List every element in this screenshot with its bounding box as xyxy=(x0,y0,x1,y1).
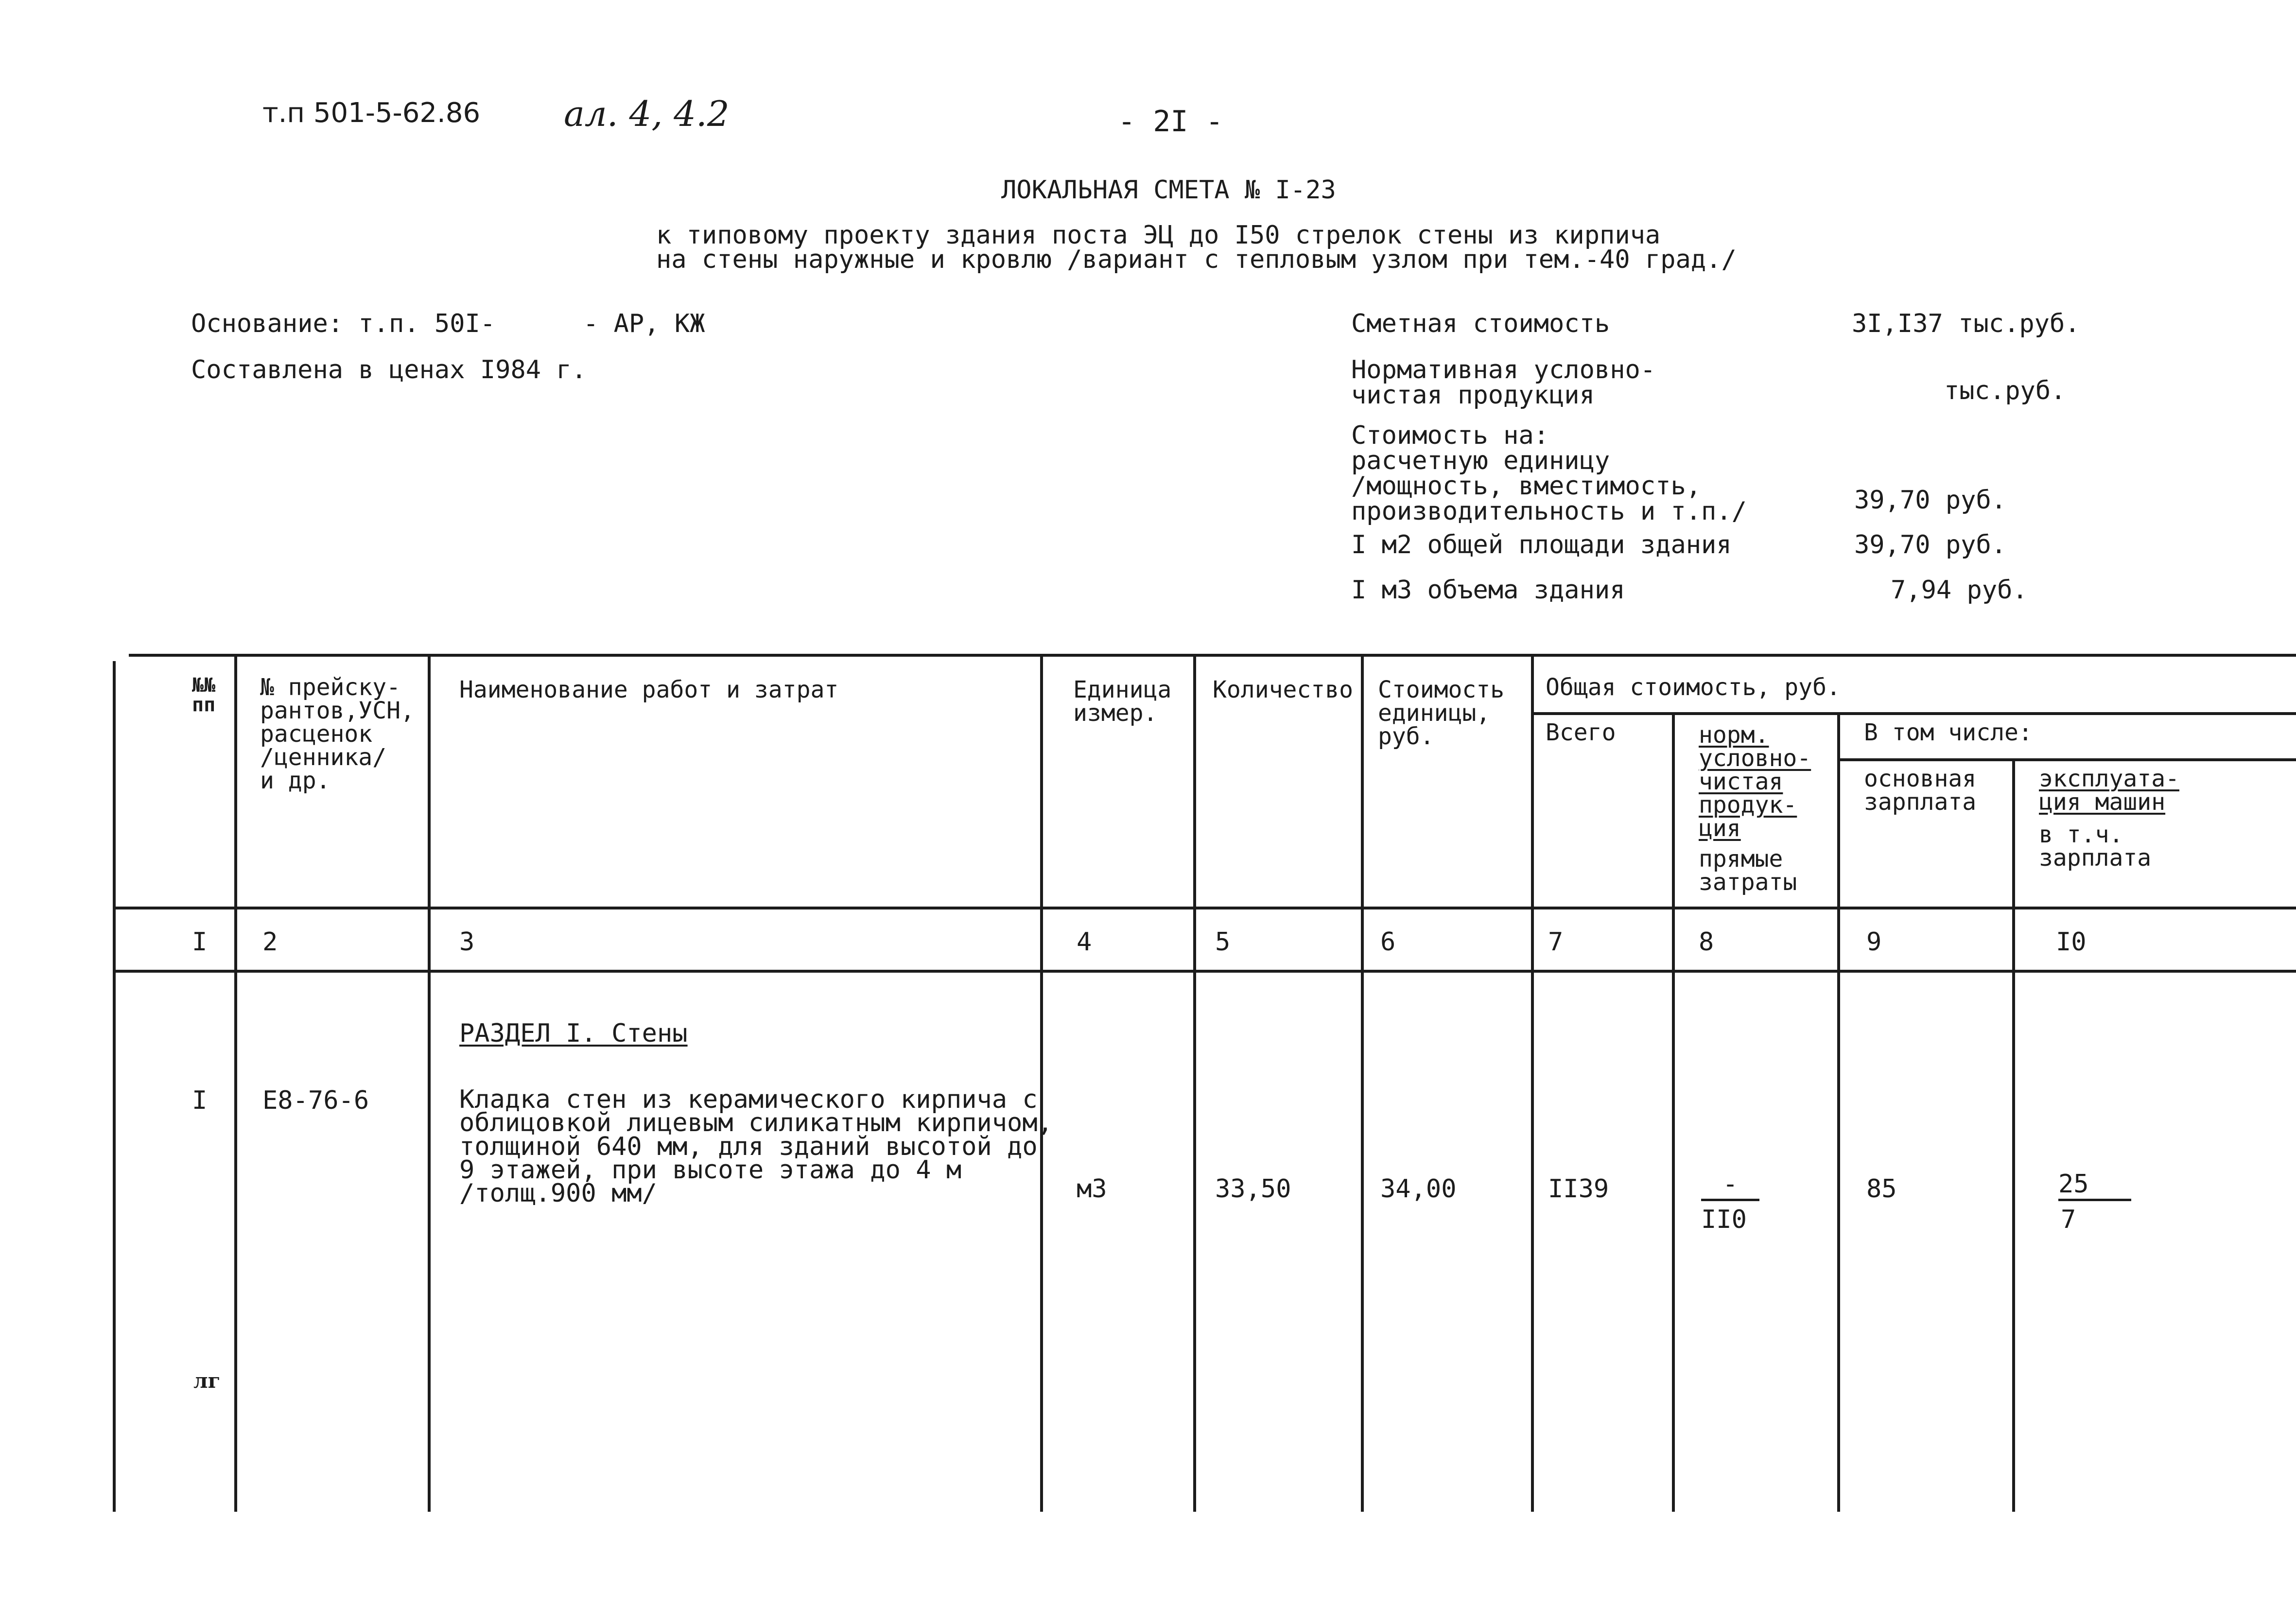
header-normative-output: норм. условно- чистая продук- ция xyxy=(1699,721,1811,842)
col-divider-2 xyxy=(428,654,431,1512)
document-code: т.п 501-5-62.86 xyxy=(262,97,481,129)
header-price-list: № прейску- рантов,УСН, расценок /ценника/ и др. xyxy=(260,674,415,794)
column-number-3: 3 xyxy=(459,927,475,957)
header-quantity: Количество xyxy=(1213,676,1353,703)
column-number-4: 4 xyxy=(1077,927,1092,957)
subtitle-line-2: на стены наружные и кровлю /вариант с тепловым узлом при тем.-40 град./ xyxy=(656,245,1737,274)
col-divider-4 xyxy=(1193,654,1196,1512)
area-cost-label: I м2 общей площади здания xyxy=(1351,530,1732,559)
column-number-8: 8 xyxy=(1699,927,1714,957)
total-group-rule xyxy=(1531,712,2296,715)
volume-cost-label: I м3 объема здания xyxy=(1351,576,1625,605)
header-row-number: №№ пп xyxy=(192,674,216,716)
cost-per-unit-label: Стоимость на: расчетную единицу /мощность, вместимость, производительность и т.п./ xyxy=(1351,421,1747,526)
table-top-rule xyxy=(129,654,2296,657)
volume-cost-value: 7,94 руб. xyxy=(1891,576,2028,605)
header-machine-operation: эксплуата- ция машин xyxy=(2039,765,2179,816)
section-title: РАЗДЕЛ I. Стены xyxy=(459,1019,688,1048)
column-number-7: 7 xyxy=(1548,927,1564,957)
normative-label: Нормативная условно- чистая продукция xyxy=(1351,355,1656,410)
header-bottom-rule xyxy=(113,907,2296,909)
album-note: ал. 4, 4.2 xyxy=(564,93,730,134)
table-left-border xyxy=(113,661,116,1512)
col-divider-1 xyxy=(234,654,237,1512)
row-machine-operation: 25 xyxy=(2058,1171,2131,1201)
basis-suffix: - АР, КЖ xyxy=(583,309,705,338)
row-direct-costs: II0 xyxy=(1701,1205,1747,1234)
estimated-cost-label: Сметная стоимость xyxy=(1351,309,1610,338)
header-unit: Единица измер. xyxy=(1073,676,1172,727)
estimated-cost-value: 3I,I37 тыс.руб. xyxy=(1852,309,2080,338)
col-divider-9 xyxy=(2012,758,2015,1512)
header-unit-cost: Стоимость единицы, руб. xyxy=(1378,676,1505,750)
row-number: I xyxy=(192,1086,208,1115)
area-cost-value: 39,70 руб. xyxy=(1854,530,2007,559)
subtitle-line-1: к типовому проекту здания поста ЭЦ до I50 стрелок стены из кирпича xyxy=(656,221,1661,250)
col-divider-7 xyxy=(1672,712,1675,1512)
row-normative-output: - xyxy=(1701,1171,1759,1201)
row-unit: м3 xyxy=(1077,1174,1107,1204)
row-description: Кладка стен из керамического кирпича с облицовкой лицевым силикатным кирпичом, толщиной 640 мм, для зданий высотой до 9 этажей, при высоте этажа до 4 м /толщ.900 мм/ xyxy=(459,1085,1053,1208)
row-price-code: Е8-76-6 xyxy=(262,1086,369,1115)
header-machine-salary: в т.ч. зарплата xyxy=(2039,821,2152,872)
page-number: - 2I - xyxy=(1118,105,1223,139)
included-group-rule xyxy=(1837,758,2296,761)
header-direct-costs: прямые затраты xyxy=(1699,845,1797,896)
row-base-salary: 85 xyxy=(1866,1174,1897,1204)
column-number-6: 6 xyxy=(1380,927,1396,957)
header-including-group: В том числе: xyxy=(1864,719,2033,746)
header-work-name: Наименование работ и затрат xyxy=(459,676,839,703)
col-divider-8 xyxy=(1837,712,1840,1512)
column-numbers-rule xyxy=(113,970,2296,973)
row-quantity: 33,50 xyxy=(1215,1174,1291,1204)
header-base-salary: основная зарплата xyxy=(1864,765,1977,816)
document-title: ЛОКАЛЬНАЯ СМЕТА № I-23 xyxy=(1001,175,1336,205)
basis-label: Основание: т.п. 50I- xyxy=(191,309,496,338)
column-number-5: 5 xyxy=(1215,927,1231,957)
column-number-2: 2 xyxy=(262,927,278,957)
col-divider-6 xyxy=(1531,654,1534,1512)
column-number-10: I0 xyxy=(2056,927,2087,957)
column-number-9: 9 xyxy=(1866,927,1882,957)
row-unit-cost: 34,00 xyxy=(1380,1174,1457,1204)
col-divider-5 xyxy=(1361,654,1364,1512)
cost-per-unit-value: 39,70 руб. xyxy=(1854,486,2007,515)
header-total-group: Общая стоимость, руб. xyxy=(1546,674,1841,701)
prices-year: Составлена в ценах I984 г. xyxy=(191,355,587,385)
column-number-1: I xyxy=(192,927,208,957)
normative-value: тыс.руб. xyxy=(1944,376,2066,405)
margin-note: лг xyxy=(193,1369,221,1393)
header-total: Всего xyxy=(1546,719,1616,746)
row-total: II39 xyxy=(1548,1174,1609,1204)
col-divider-3 xyxy=(1040,654,1043,1512)
row-machine-salary: 7 xyxy=(2061,1205,2076,1234)
